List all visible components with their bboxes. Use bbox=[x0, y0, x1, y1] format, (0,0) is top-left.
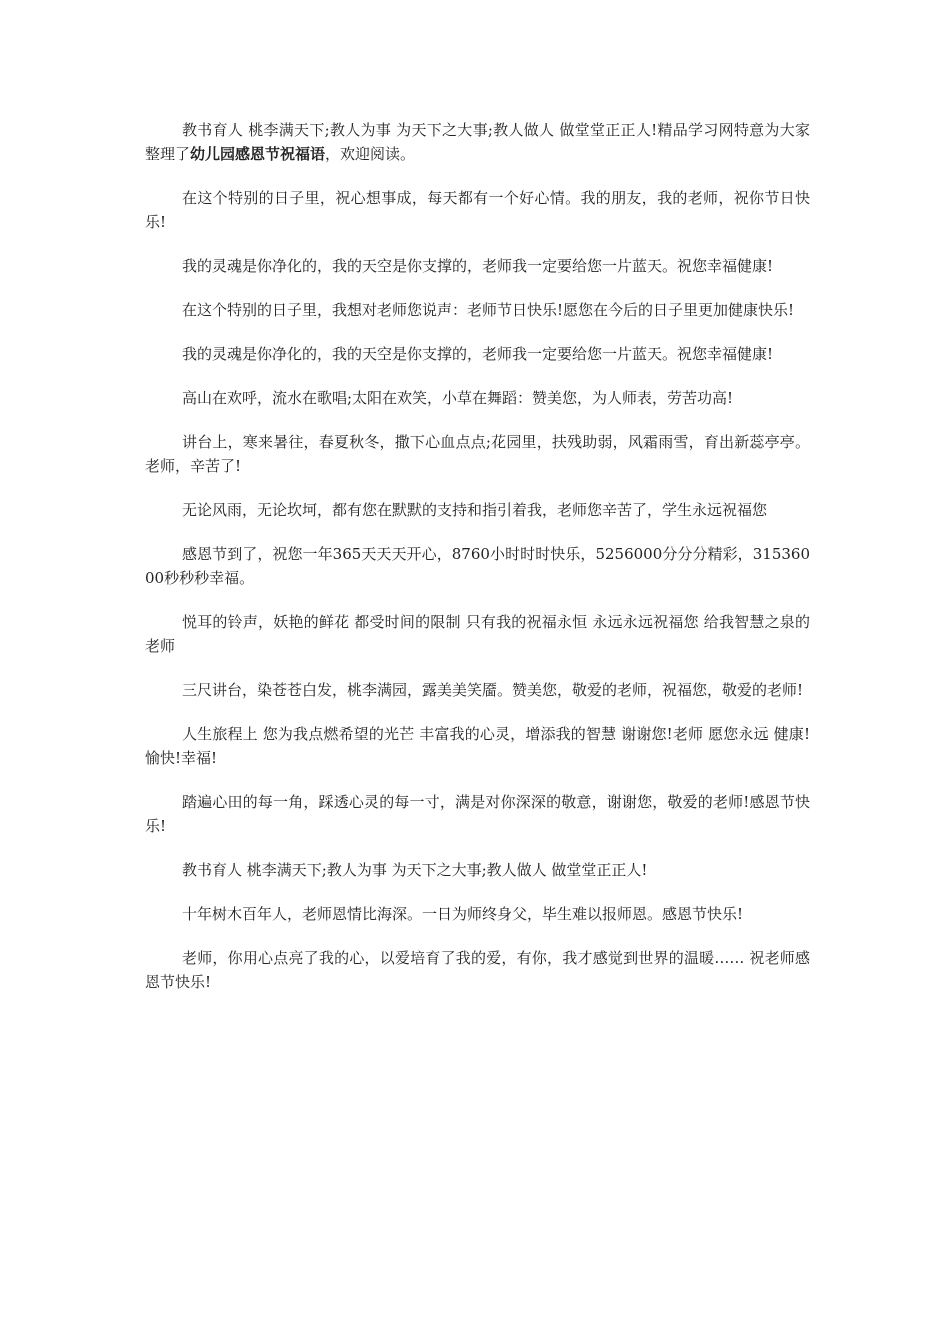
intro-paragraph bbox=[145, 118, 810, 166]
paragraph: 感恩节到了，祝您一年365天天天开心，8760小时时时快乐，5256000分分分精彩，31536000秒秒秒幸福。 bbox=[145, 545, 810, 587]
intro-highlight: 幼儿园感恩节祝福语 bbox=[190, 145, 326, 163]
paragraph: 踏遍心田的每一角，踩透心灵的每一寸，满是对你深深的敬意，谢谢您，敬爱的老师!感恩节快乐! bbox=[145, 793, 810, 835]
paragraph: 高山在欢呼，流水在歌唱;太阳在欢笑，小草在舞蹈：赞美您，为人师表，劳苦功高! bbox=[182, 389, 734, 407]
paragraph: 无论风雨，无论坎坷，都有您在默默的支持和指引着我，老师您辛苦了，学生永远祝福您 bbox=[182, 501, 768, 519]
paragraph: 在这个特别的日子里，我想对老师您说声：老师节日快乐!愿您在今后的日子里更加健康快乐! bbox=[182, 301, 795, 319]
paragraph: 悦耳的铃声，妖艳的鲜花 都受时间的限制 只有我的祝福永恒 永远永远祝福您 给我智慧之泉的老师 bbox=[145, 613, 810, 655]
paragraph: 人生旅程上 您为我点燃希望的光芒 丰富我的心灵，增添我的智慧 谢谢您!老师 愿您永远 健康!愉快!幸福! bbox=[145, 725, 810, 767]
document-body bbox=[145, 118, 810, 1014]
intro-text-before: 教书育人 桃李满天下;教人为事 为天下之大事;教人做人 做堂堂正正人!精品学习网特意为大家整理了 bbox=[145, 121, 810, 163]
paragraph: 老师，你用心点亮了我的心，以爱培育了我的爱，有你，我才感觉到世界的温暖…… 祝老师感恩节快乐! bbox=[145, 949, 810, 991]
paragraph: 讲台上，寒来暑往，春夏秋冬，撒下心血点点;花园里，扶残助弱，风霜雨雪，育出新蕊亭亭。老师，辛苦了! bbox=[145, 433, 810, 475]
paragraph: 教书育人 桃李满天下;教人为事 为天下之大事;教人做人 做堂堂正正人! bbox=[182, 861, 648, 879]
paragraph: 在这个特别的日子里，祝心想事成，每天都有一个好心情。我的朋友，我的老师，祝你节日快乐! bbox=[145, 189, 810, 231]
paragraph: 我的灵魂是你净化的，我的天空是你支撑的，老师我一定要给您一片蓝天。祝您幸福健康! bbox=[182, 257, 774, 275]
paragraph: 我的灵魂是你净化的，我的天空是你支撑的，老师我一定要给您一片蓝天。祝您幸福健康! bbox=[182, 345, 774, 363]
paragraph: 十年树木百年人，老师恩情比海深。一日为师终身父，毕生难以报师恩。感恩节快乐! bbox=[182, 905, 744, 923]
paragraph: 三尺讲台，染苍苍白发，桃李满园，露美美笑靥。赞美您，敬爱的老师，祝福您，敬爱的老师! bbox=[182, 681, 804, 699]
intro-text-after: ，欢迎阅读。 bbox=[325, 145, 416, 163]
